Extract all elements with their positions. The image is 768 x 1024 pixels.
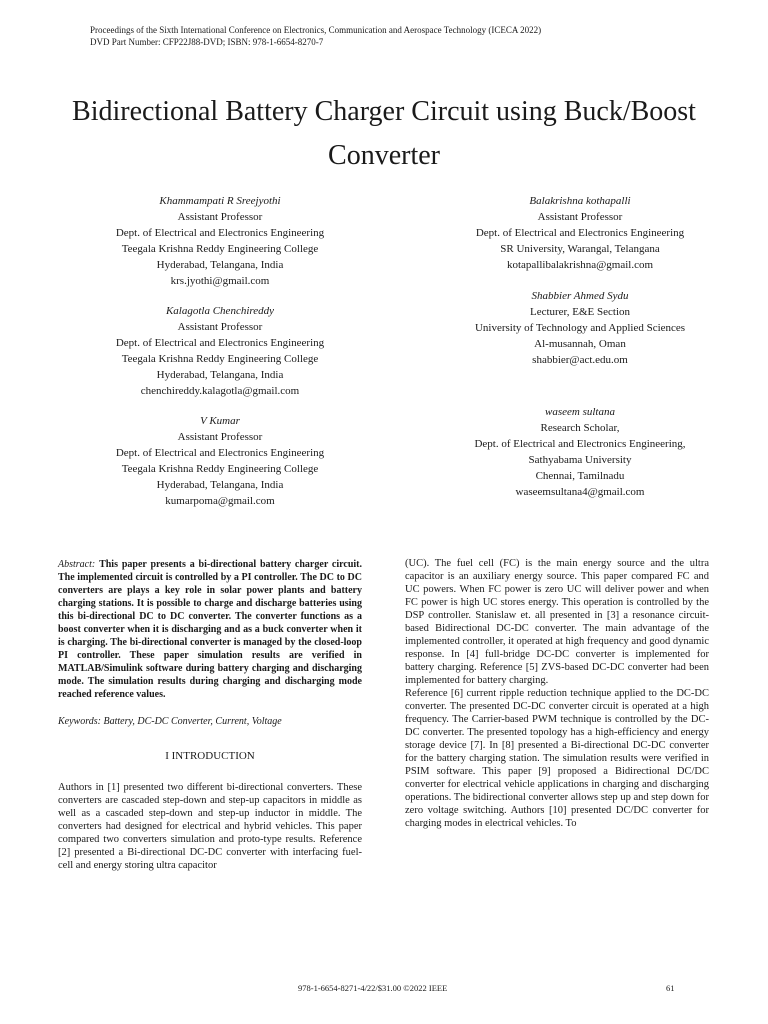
intro-paragraph: Authors in [1] presented two different bi-directional converters. These converters are cascaded step-down and step-up capacitors in middle as well as a cascaded step-down and step-up inductor in middle. The converters had designed for electrical and hybrid vehicles. This paper compared two converters simulation and proto-type results. Reference [2] presented a Bi-directional DC-DC converter with interfacing fuel-cell and energy storing ultra capacitor <box>58 782 362 871</box>
right-column <box>405 557 709 830</box>
header-line-2: DVD Part Number: CFP22J88-DVD; ISBN: 978-1-6654-8270-7 <box>90 37 324 47</box>
proceedings-header <box>90 24 541 48</box>
author-block: Kalagotla Chenchireddy Assistant Professor Dept. of Electrical and Electronics Engineering Teegala Krishna Reddy Engineering College Hyderabad, Telangana, India chenchireddy.kalagotla@gmail.com <box>115 305 325 397</box>
keywords: Keywords: Battery, DC-DC Converter, Current, Voltage <box>58 716 282 727</box>
author-block: waseem sultana Research Scholar, Dept. of Electrical and Electronics Engineering, Sathyabama University Chennai, Tamilnadu waseemsultana4@gmail.com <box>474 406 686 498</box>
paper-title: Bidirectional Battery Charger Circuit using Buck/Boost Converter <box>72 96 696 171</box>
intro-paragraph: (UC). The fuel cell (FC) is the main energy source and the ultra capacitor is an auxiliary energy source. This paper compared FC and UC powers. When FC power is zero UC will deliver power and when FC power is high UC stores energy. This operation is controlled by the DSP controller. Stanislaw et. all presented in [3] a resonance circuit-based Bidirectional DC-DC converter. The main advantage of the implemented controller, it operated at high frequency and good dynamic response. In [4] full-bridge DC-DC converter is implemented for battery charging. Reference [5] ZVS-based DC-DC converter had been implemented for battery charging. <box>405 558 709 686</box>
intro-paragraph: Reference [6] current ripple reduction technique applied to the DC-DC converter. The presented DC-DC converter circuit is operated at a high frequency. The Carrier-based PWM technique is controlled by the DC-DC converter. The presented topology has a high-efficiency and energy storage device [7]. In [8] presented a Bi-directional DC-DC converter for the battery charging station. The simulation results were verified in PSIM software. This paper [9] proposed a Bidirectional DC/DC converter for electrical vehicle applications in charging and discharging operations. The bidirectional converter allows step up and step down for zero voltage switching. Authors [10] presented DC/DC converter for charging modes in electrical vehicles. To <box>405 688 709 829</box>
section-heading: I INTRODUCTION <box>165 750 255 762</box>
author-block: Khammampati R Sreejyothi Assistant Professor Dept. of Electrical and Electronics Engineering Teegala Krishna Reddy Engineering College Hyderabad, Telangana, India krs.jyothi@gmail.com <box>115 195 325 287</box>
left-column <box>58 558 362 872</box>
header-line-1: Proceedings of the Sixth International Conference on Electronics, Communication and Aerospace Technology (ICECA 2022) <box>90 25 542 35</box>
copyright-footer: 978-1-6654-8271-4/22/$31.00 ©2022 IEEE <box>298 983 448 993</box>
author-block: Balakrishna kothapalli Assistant Professor Dept. of Electrical and Electronics Engineering SR University, Warangal, Telangana kotapallibalakrishna@gmail.com <box>475 195 685 271</box>
author-block: V Kumar Assistant Professor Dept. of Electrical and Electronics Engineering Teegala Krishna Reddy Engineering College Hyderabad, Telangana, India kumarpoma@gmail.com <box>115 415 325 507</box>
page-number: 61 <box>666 983 675 993</box>
author-block: Shabbier Ahmed Sydu Lecturer, E&E Section University of Technology and Applied Sciences Al-musannah, Oman shabbier@act.edu.om <box>474 290 686 366</box>
abstract: Abstract: This paper presents a bi-directional battery charger circuit. The implemented circuit is controlled by a PI controller. The DC to DC converters are plays a key role in solar power plants and battery charging stations. It is possible to charge and discharge batteries using this bi-directional DC to DC converter. The converter functions as a boost converter when it is discharging and as a buck converter when it is charging. The bi-directional converter is managed by the closed-loop PI controller. These paper simulation results are verified in MATLAB/Simulink software during battery charging and discharging mode. The simulation results during charging and discharging mode reached reference values. <box>58 559 362 700</box>
